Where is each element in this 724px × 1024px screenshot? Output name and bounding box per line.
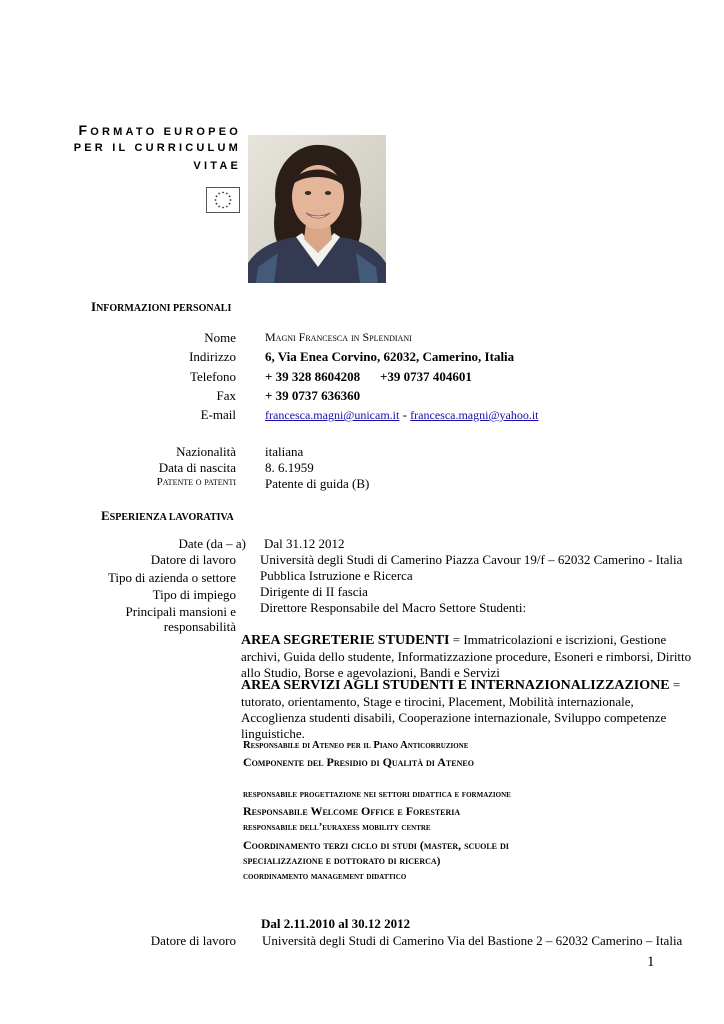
phone-value-1: + 39 328 8604208 (265, 369, 361, 384)
role-progettazione: responsabile progettazione nei settori didattica e formazione (243, 789, 511, 800)
email-values: francesca.magni@unicam.it - francesca.magni@yahoo.it (265, 407, 539, 422)
role-coordinamento-terzo-ciclo: Coordinamento terzi ciclo di studi (master, scuole di (243, 838, 509, 852)
fax-value: + 39 0737 636360 (265, 388, 361, 403)
employer-label: Datore di lavoro (150, 552, 236, 567)
cv-format-title: FORMATO EUROPEO (78, 122, 241, 138)
birth-value: 8. 6.1959 (265, 460, 314, 475)
area-servizi-paragraph: AREA SERVIZI AGLI STUDENTI E INTERNAZIONALIZZAZIONE = tutorato, orientamento, Stage e tirocini, Placement, Mobilità internazionale, Accoglienza studenti disabili, Cooperazione internazionale, Sviluppo competenze linguistiche. (241, 677, 681, 741)
section-personal-info: INFORMAZIONI PERSONALI (91, 299, 232, 314)
role-management-didattico: coordinamento management didattico (243, 871, 407, 882)
address-value: 6, Via Enea Corvino, 62032, Camerino, Italia (265, 349, 515, 364)
role-welcome-office: Responsabile Welcome Office e Foresteria (243, 804, 461, 818)
area-segreterie-paragraph: AREA SEGRETERIE STUDENTI = Immatricolazioni e iscrizioni, Gestione archivi, Guida dello studente, Informatizzazione procedure, Esoneri e rimborsi, Diritto allo Studio, Borse e agevolazioni, Bandi e Servizi (241, 632, 692, 680)
role-specializzazione: specializzazione e dottorato di ricerca) (243, 855, 441, 867)
eu-flag-icon (206, 187, 240, 213)
license-label: Patente o patenti (156, 476, 236, 488)
section-work-experience: ESPERIENZA LAVORATIVA (101, 508, 234, 523)
birth-label: Data di nascita (158, 460, 236, 475)
address-label: Indirizzo (189, 349, 236, 364)
role-presidio-qualita: Componente del Presidio di Qualità di Ateneo (243, 755, 474, 769)
page-number: 1 (647, 954, 655, 970)
nationality-value: italiana (265, 444, 304, 459)
company-type-label: Tipo di azienda o settore (107, 570, 236, 585)
job-type-label: Tipo di impiego (152, 587, 236, 602)
license-value: Patente di guida (B) (265, 476, 370, 491)
cv-format-title-line3: VITAE (193, 160, 241, 172)
date-value: Dal 31.12 2012 (264, 536, 345, 551)
duties-value: Direttore Responsabile del Macro Settore Studenti: (260, 600, 527, 615)
date-label: Date (da – a) (178, 536, 246, 551)
email-label: E-mail (200, 407, 236, 422)
fax-label: Fax (216, 388, 236, 403)
profile-photo (248, 135, 386, 283)
employer-value: Università degli Studi di Camerino Piazza Cavour 19/f – 62032 Camerino - Italia (260, 552, 683, 567)
name-label: Nome (204, 330, 236, 345)
company-type-value: Pubblica Istruzione e Ricerca (260, 568, 413, 583)
role-euraxess: responsabile dell’euraxess mobility centre (243, 822, 431, 833)
email-link-yahoo[interactable]: francesca.magni@yahoo.it (410, 408, 539, 422)
employer2-label: Datore di lavoro (150, 933, 236, 948)
job-type-value: Dirigente di II fascia (260, 584, 368, 599)
role-anticorruzione: Responsabile di Ateneo per il Piano Anticorruzione (243, 740, 469, 751)
nationality-label: Nazionalità (176, 444, 236, 459)
phone-label: Telefono (189, 369, 236, 384)
email-link-unicam[interactable]: francesca.magni@unicam.it (265, 408, 400, 422)
name-value: Magni Francesca in Splendiani (265, 330, 412, 344)
employer2-value: Università degli Studi di Camerino Via del Bastione 2 – 62032 Camerino – Italia (262, 933, 683, 948)
date2-value: Dal 2.11.2010 al 30.12 2012 (261, 916, 411, 931)
cv-format-title-line2: PER IL CURRICULUM (73, 142, 241, 154)
phone-value-2: +39 0737 404601 (380, 369, 472, 384)
duties-label-line2: responsabilità (163, 619, 236, 634)
duties-label-line1: Principali mansioni e (125, 604, 236, 619)
